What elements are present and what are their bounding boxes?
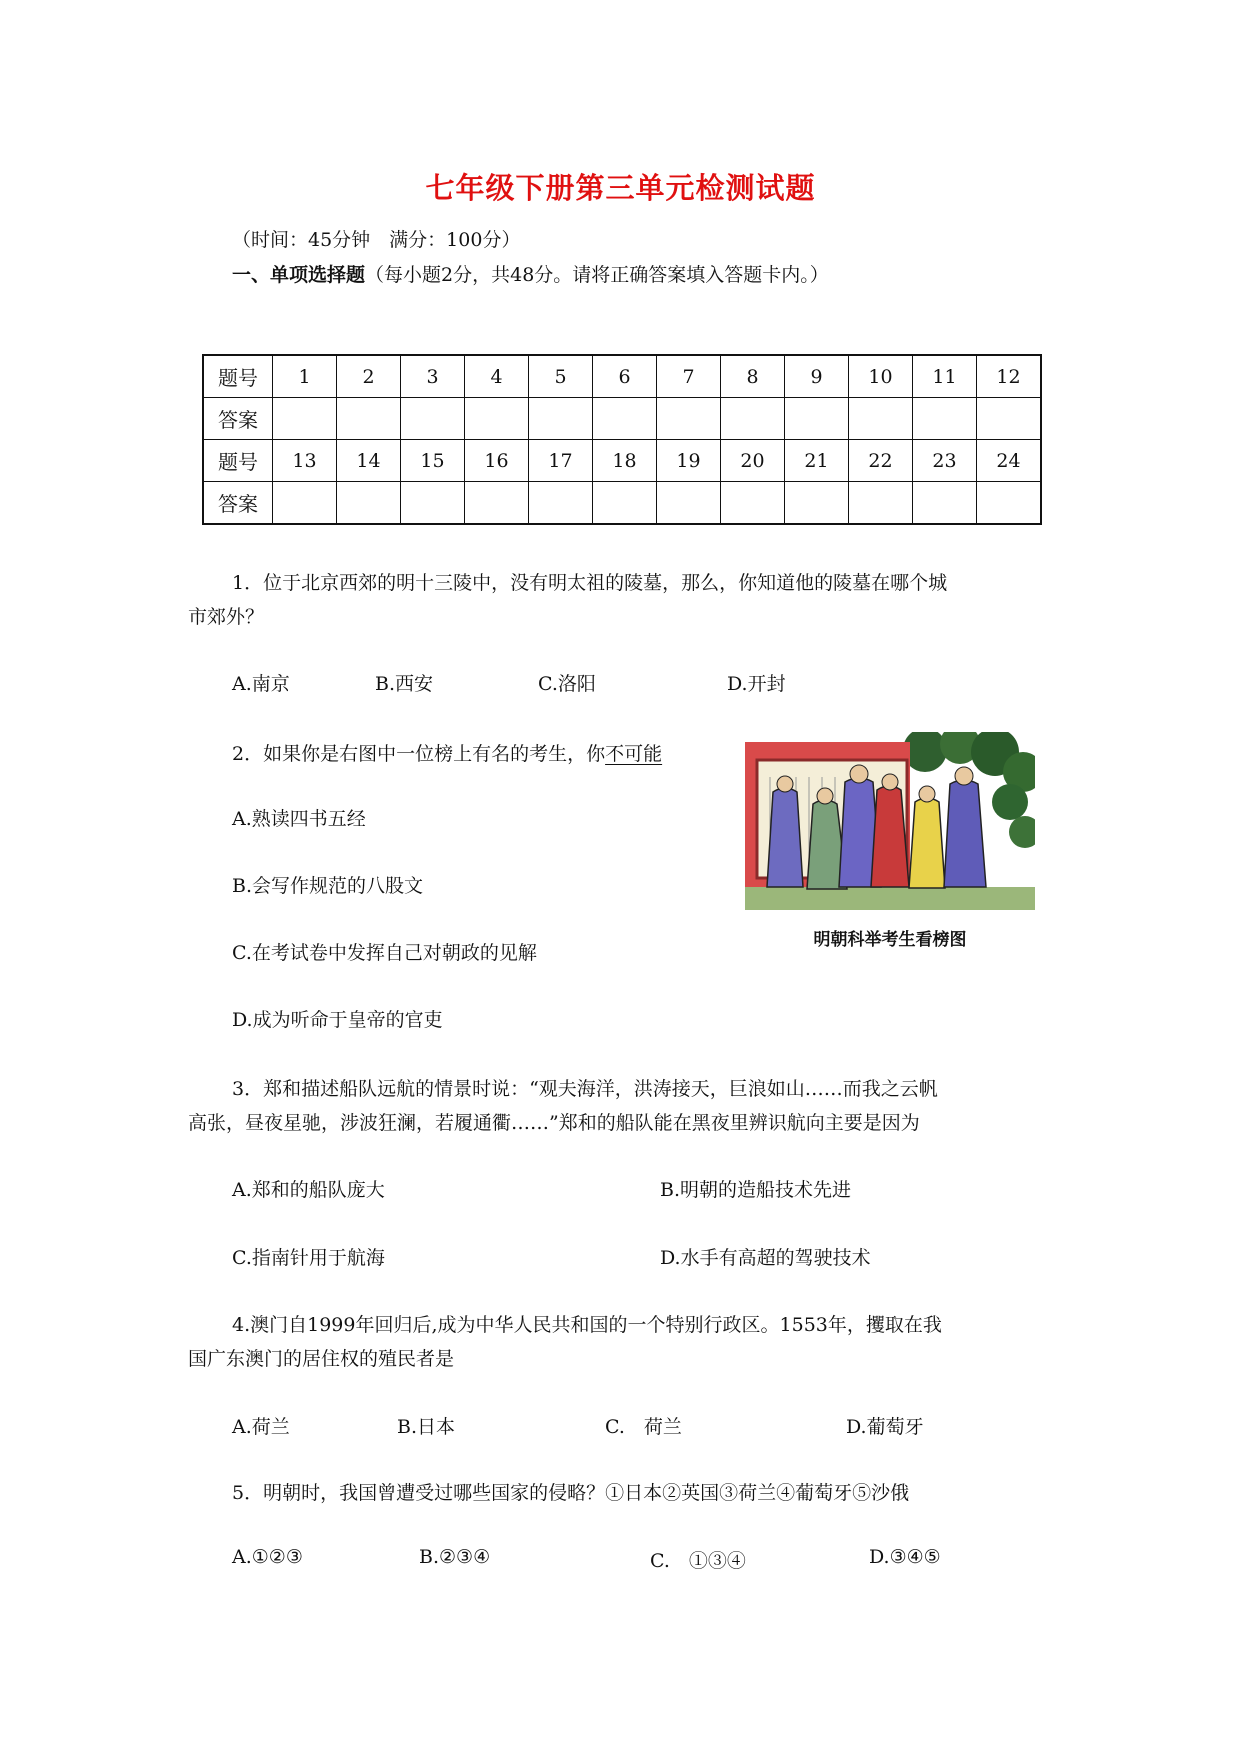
question-number-cell: 20 (721, 440, 785, 482)
question-number-cell: 4 (465, 355, 529, 398)
answer-cell[interactable] (785, 482, 849, 525)
section-note: （每小题2分，共48分。请将正确答案填入答题卡内。） (365, 264, 829, 286)
question-3-option-a: A.郑和的船队庞大 (232, 1179, 385, 1201)
answer-cell[interactable] (721, 398, 785, 440)
question-2-option-c: C.在考试卷中发挥自己对朝政的见解 (232, 942, 537, 964)
question-number-cell: 10 (849, 355, 913, 398)
question-1-option-d: D.开封 (727, 673, 786, 695)
question-1-option-a: A.南京 (232, 673, 290, 695)
question-4-option-b: B.日本 (397, 1416, 456, 1438)
answer-table-answer-row (203, 482, 1041, 525)
question-1-line-2: 市郊外？ (188, 606, 265, 628)
question-number-cell: 8 (721, 355, 785, 398)
answer-cell[interactable] (529, 482, 593, 525)
question-5-option-b: B.②③④ (419, 1546, 491, 1568)
question-3-option-c: C.指南针用于航海 (232, 1247, 385, 1269)
answer-cell[interactable] (273, 398, 337, 440)
question-number-cell: 16 (465, 440, 529, 482)
question-4-option-a: A.荷兰 (232, 1416, 290, 1438)
answer-cell[interactable] (977, 482, 1042, 525)
answer-cell[interactable] (657, 482, 721, 525)
question-3-line-2: 高张，昼夜星驰，涉波狂澜，若履通衢……”郑和的船队能在黑夜里辨识航向主要是因为 (188, 1112, 920, 1134)
question-number-cell: 22 (849, 440, 913, 482)
question-1-line-1: 1．位于北京西郊的明十三陵中，没有明太祖的陵墓，那么，你知道他的陵墓在哪个城 (232, 572, 948, 594)
question-1-option-c: C.洛阳 (538, 673, 596, 695)
question-number-cell: 5 (529, 355, 593, 398)
question-number-cell: 19 (657, 440, 721, 482)
answer-cell[interactable] (977, 398, 1042, 440)
question-number-cell: 24 (977, 440, 1042, 482)
answer-sheet-table (202, 354, 1042, 525)
row-label-number: 题号 (203, 440, 273, 482)
answer-cell[interactable] (657, 398, 721, 440)
answer-cell[interactable] (401, 398, 465, 440)
answer-table-answer-row (203, 398, 1041, 440)
question-number-cell: 9 (785, 355, 849, 398)
question-5-option-c: C. ①③④ (650, 1550, 746, 1572)
question-5-option-a: A.①②③ (232, 1546, 303, 1568)
answer-cell[interactable] (849, 398, 913, 440)
question-4-option-d: D.葡萄牙 (846, 1416, 924, 1438)
question-5-stem: 5．明朝时，我国曾遭受过哪些国家的侵略？①日本②英国③荷兰④葡萄牙⑤沙俄 (232, 1482, 910, 1504)
answer-table-number-row (203, 355, 1041, 398)
question-number-cell: 3 (401, 355, 465, 398)
question-number-cell: 18 (593, 440, 657, 482)
exam-results-illustration (745, 732, 1035, 910)
question-2-option-d: D.成为听命于皇帝的官吏 (232, 1009, 443, 1031)
question-number-cell: 12 (977, 355, 1042, 398)
ground (745, 887, 1035, 910)
row-label-answer: 答案 (203, 482, 273, 525)
question-2-emphasis: 不可能 (605, 743, 663, 765)
answer-cell[interactable] (465, 398, 529, 440)
row-label-answer: 答案 (203, 398, 273, 440)
figure-caption: 明朝科举考生看榜图 (813, 930, 967, 950)
question-3-option-b: B.明朝的造船技术先进 (660, 1179, 852, 1201)
answer-cell[interactable] (913, 482, 977, 525)
exam-meta: （时间：45分钟 满分：100分） (232, 229, 521, 251)
question-2-option-b: B.会写作规范的八股文 (232, 875, 424, 897)
row-label-number: 题号 (203, 355, 273, 398)
section-title: 一、单项选择题 (232, 264, 366, 286)
question-2-stem (232, 737, 662, 771)
answer-cell[interactable] (337, 482, 401, 525)
question-2-option-a: A.熟读四书五经 (232, 808, 366, 830)
question-number-cell: 7 (657, 355, 721, 398)
question-5-option-d: D.③④⑤ (869, 1546, 941, 1568)
question-3-line-1: 3．郑和描述船队远航的情景时说：“观夫海洋，洪涛接天，巨浪如山……而我之云帆 (232, 1078, 938, 1100)
question-number-cell: 1 (273, 355, 337, 398)
question-number-cell: 17 (529, 440, 593, 482)
question-number-cell: 15 (401, 440, 465, 482)
question-number-cell: 2 (337, 355, 401, 398)
section-heading (232, 260, 829, 287)
answer-cell[interactable] (593, 398, 657, 440)
answer-cell[interactable] (593, 482, 657, 525)
answer-cell[interactable] (849, 482, 913, 525)
answer-table-number-row (203, 440, 1041, 482)
answer-cell[interactable] (721, 482, 785, 525)
answer-cell[interactable] (337, 398, 401, 440)
question-1-option-b: B.西安 (375, 673, 434, 695)
answer-cell[interactable] (401, 482, 465, 525)
question-4-option-c: C. 荷兰 (605, 1416, 682, 1438)
question-2-text: 2．如果你是右图中一位榜上有名的考生，你 (232, 743, 606, 765)
question-3-option-d: D.水手有高超的驾驶技术 (660, 1247, 871, 1269)
answer-cell[interactable] (529, 398, 593, 440)
question-number-cell: 6 (593, 355, 657, 398)
question-number-cell: 14 (337, 440, 401, 482)
question-number-cell: 13 (273, 440, 337, 482)
question-number-cell: 21 (785, 440, 849, 482)
answer-cell[interactable] (273, 482, 337, 525)
question-4-line-2: 国广东澳门的居住权的殖民者是 (188, 1348, 455, 1370)
answer-cell[interactable] (785, 398, 849, 440)
page-title: 七年级下册第三单元检测试题 (425, 171, 816, 205)
question-4-line-1: 4.澳门自1999年回归后,成为中华人民共和国的一个特别行政区。1553年，攫取在我 (232, 1314, 942, 1336)
answer-cell[interactable] (913, 398, 977, 440)
question-number-cell: 11 (913, 355, 977, 398)
question-number-cell: 23 (913, 440, 977, 482)
answer-cell[interactable] (465, 482, 529, 525)
